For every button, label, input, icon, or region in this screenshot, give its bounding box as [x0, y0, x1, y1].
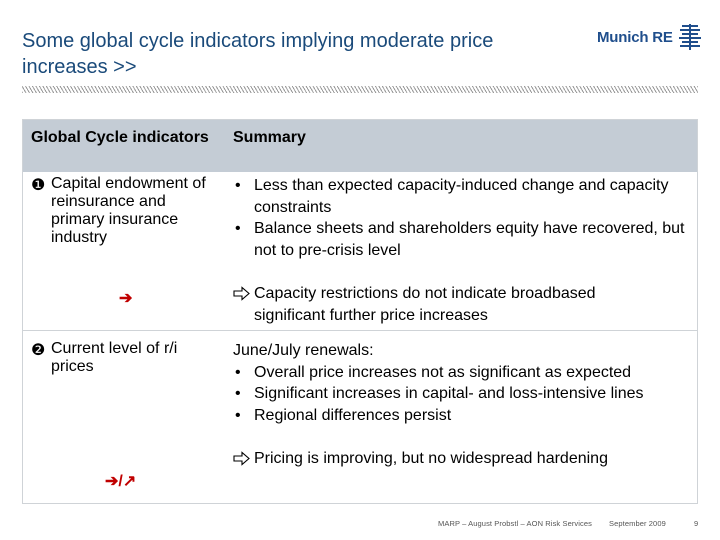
row-2-label: [31, 340, 221, 376]
row-1-conclusion-text: Capacity restrictions do not indicate broadbased significant further price increases: [254, 285, 596, 324]
row-2-conclusion: [233, 448, 683, 470]
footer-page-number: 9: [694, 519, 699, 528]
footer-source: MARP – August Probstl – AON Risk Services: [438, 519, 593, 528]
row-2-label-text: Current level of r/i prices: [51, 340, 178, 375]
munich-re-emblem-icon: [679, 24, 701, 50]
logo-text: Munich RE: [597, 28, 673, 46]
row-1-conclusion: [233, 283, 663, 326]
indicators-table: [22, 119, 698, 504]
row-2-bullet-2: • Significant increases in capital- and loss-intensive lines: [233, 383, 695, 405]
row-2-bullet-3: • Regional differences persist: [233, 405, 695, 427]
row-1-label: [31, 175, 221, 247]
row-2-bullet-1: • Overall price increases not as significant as expected: [233, 362, 695, 384]
munich-re-logo: [597, 22, 701, 52]
row-divider: [23, 330, 697, 331]
footer-date: September 2009: [609, 519, 666, 528]
slide-title: [22, 28, 582, 80]
title-line-2: increases >>: [22, 56, 137, 78]
row-1-summary: [233, 175, 695, 261]
row-1-trend-arrow-icon: ➔: [119, 290, 133, 307]
row-2-intro: June/July renewals:: [233, 342, 374, 359]
hatched-divider: [22, 86, 698, 93]
hollow-right-arrow-icon: [233, 448, 251, 469]
row-1-bullet-1: • Less than expected capacity-induced change and capacity constraints: [233, 175, 695, 218]
row-1-label-text: Capital endowment of reinsurance and primary insurance industry: [51, 175, 206, 246]
title-line-1: Some global cycle indicators implying moderate price: [22, 30, 494, 52]
number-1-icon: ❶: [31, 177, 46, 194]
header-summary: Summary: [233, 129, 306, 146]
header-global-cycle-indicators: Global Cycle indicators: [31, 129, 209, 146]
row-2-summary: [233, 340, 695, 426]
number-2-icon: ❷: [31, 342, 46, 359]
table-header: [23, 120, 697, 172]
row-1-bullet-2: • Balance sheets and shareholders equity have recovered, but not to pre-crisis level: [233, 218, 695, 261]
hollow-right-arrow-icon: [233, 283, 251, 304]
row-2-trend-arrows-icon: ➔/↗: [105, 473, 137, 490]
row-2-conclusion-text: Pricing is improving, but no widespread hardening: [254, 450, 608, 467]
